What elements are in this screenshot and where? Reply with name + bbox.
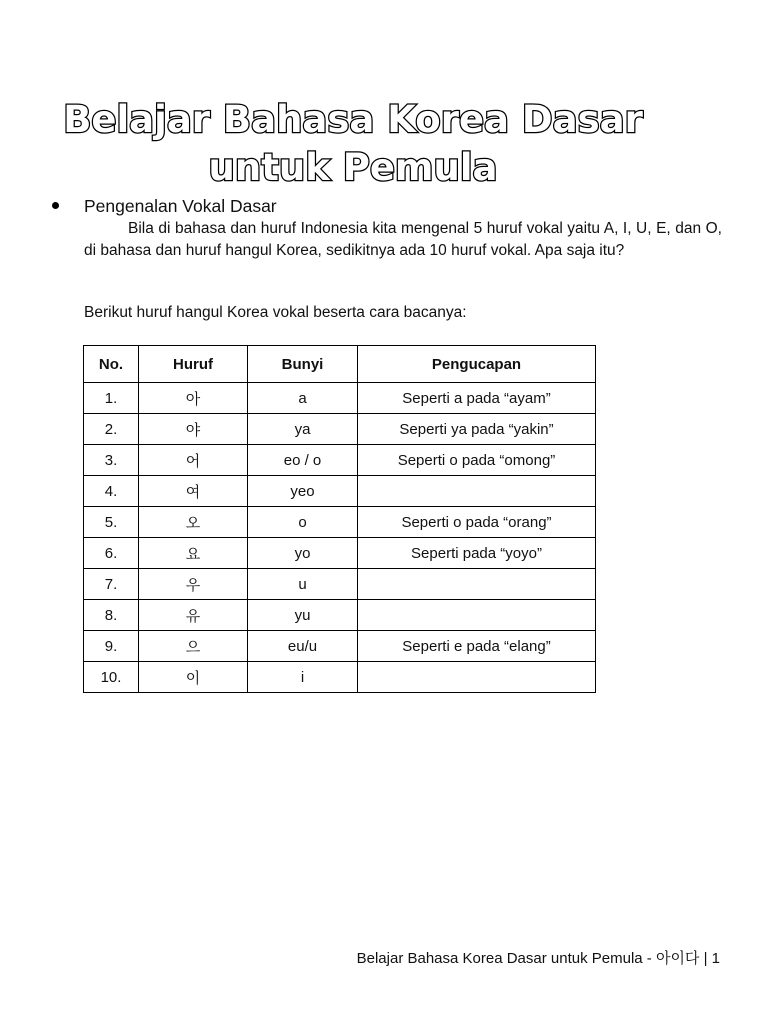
cell-no: 4. <box>84 476 139 507</box>
cell-no: 3. <box>84 445 139 476</box>
table-row <box>84 538 596 569</box>
cell-pengucapan: Seperti pada “yoyo” <box>358 538 596 569</box>
cell-huruf: 아 <box>139 383 248 414</box>
cell-bunyi: a <box>248 383 358 414</box>
cell-huruf: 우 <box>139 569 248 600</box>
table-row <box>84 569 596 600</box>
table-row <box>84 631 596 662</box>
cell-bunyi: o <box>248 507 358 538</box>
cell-bunyi: i <box>248 662 358 693</box>
section-heading-text: Pengenalan Vokal Dasar <box>84 196 277 216</box>
cell-pengucapan <box>358 569 596 600</box>
intro-paragraph <box>84 218 722 261</box>
cell-huruf: 요 <box>139 538 248 569</box>
intro-paragraph-text: Bila di bahasa dan huruf Indonesia kita mengenal 5 huruf vokal yaitu A, I, U, E, dan O, di bahasa dan huruf hangul Korea, sedikitnya ada 10 huruf vokal. Apa saja itu? <box>84 220 722 259</box>
cell-huruf: 으 <box>139 631 248 662</box>
table-row <box>84 445 596 476</box>
cell-huruf: 어 <box>139 445 248 476</box>
cell-huruf: 이 <box>139 662 248 693</box>
cell-no: 1. <box>84 383 139 414</box>
cell-bunyi: ya <box>248 414 358 445</box>
cell-pengucapan <box>358 600 596 631</box>
cell-no: 8. <box>84 600 139 631</box>
cell-pengucapan: Seperti e pada “elang” <box>358 631 596 662</box>
cell-pengucapan <box>358 476 596 507</box>
page-title-line-1: Belajar Bahasa Korea Dasar <box>63 98 643 141</box>
column-header-huruf: Huruf <box>139 346 248 383</box>
cell-bunyi: eo / o <box>248 445 358 476</box>
table-row <box>84 662 596 693</box>
cell-pengucapan: Seperti o pada “omong” <box>358 445 596 476</box>
table-row <box>84 600 596 631</box>
cell-pengucapan: Seperti a pada “ayam” <box>358 383 596 414</box>
column-header-bunyi: Bunyi <box>248 346 358 383</box>
cell-huruf: 유 <box>139 600 248 631</box>
bullet-icon <box>52 202 59 209</box>
page-title <box>0 96 706 192</box>
cell-pengucapan: Seperti o pada “orang” <box>358 507 596 538</box>
table-row <box>84 414 596 445</box>
cell-huruf: 오 <box>139 507 248 538</box>
cell-bunyi: u <box>248 569 358 600</box>
page-footer: Belajar Bahasa Korea Dasar untuk Pemula - 아이다 | 1 <box>356 950 720 967</box>
cell-no: 10. <box>84 662 139 693</box>
table-intro-text: Berikut huruf hangul Korea vokal beserta cara bacanya: <box>84 304 467 321</box>
table-row <box>84 476 596 507</box>
cell-pengucapan: Seperti ya pada “yakin” <box>358 414 596 445</box>
vowel-table <box>83 345 596 693</box>
cell-bunyi: yu <box>248 600 358 631</box>
cell-no: 2. <box>84 414 139 445</box>
cell-no: 6. <box>84 538 139 569</box>
cell-no: 9. <box>84 631 139 662</box>
table-row <box>84 383 596 414</box>
cell-pengucapan <box>358 662 596 693</box>
cell-huruf: 야 <box>139 414 248 445</box>
table-row <box>84 507 596 538</box>
column-header-no: No. <box>84 346 139 383</box>
page-title-line-2: untuk Pemula <box>208 146 498 189</box>
column-header-pengucapan: Pengucapan <box>358 346 596 383</box>
cell-bunyi: eu/u <box>248 631 358 662</box>
cell-bunyi: yeo <box>248 476 358 507</box>
table-header-row <box>84 346 596 383</box>
cell-huruf: 여 <box>139 476 248 507</box>
cell-no: 7. <box>84 569 139 600</box>
cell-no: 5. <box>84 507 139 538</box>
cell-bunyi: yo <box>248 538 358 569</box>
